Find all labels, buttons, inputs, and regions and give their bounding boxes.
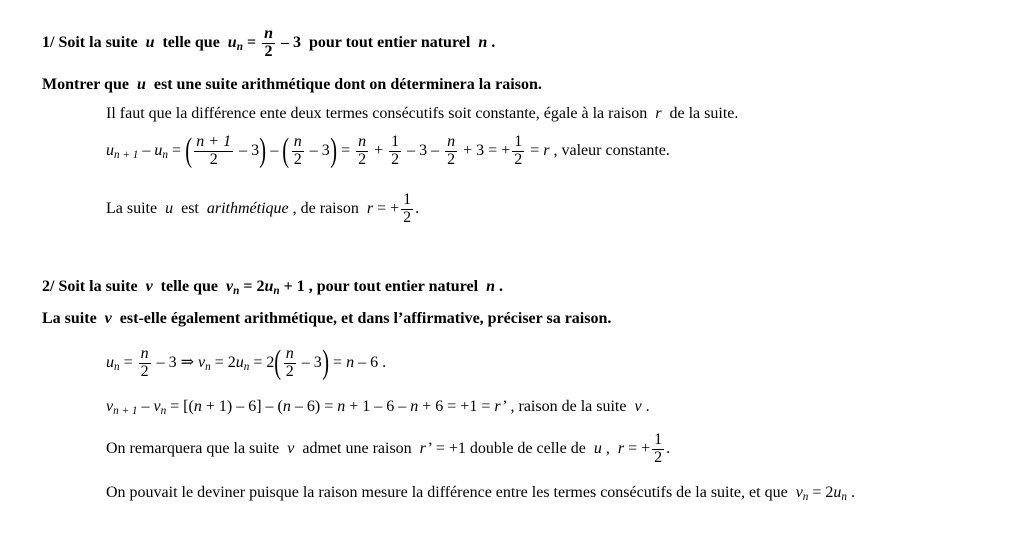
question-2-statement [42, 279, 503, 295]
calc-eq: = [167, 141, 185, 159]
c2-seq: v [634, 398, 642, 415]
c1-eq3: = 2 [249, 353, 275, 371]
c1-u2: u [235, 353, 244, 371]
concl-eq: = + [373, 199, 400, 217]
rem-r: r [617, 439, 625, 457]
q1-fraction [262, 26, 275, 61]
q1-un: u [227, 33, 237, 51]
calc-f6-den: 2 [514, 150, 523, 168]
left-paren-icon: ( [274, 344, 282, 382]
q1-var: n [478, 33, 488, 51]
q2-eq: = 2 [239, 278, 265, 295]
q1-explain-a: Il faut que la différence ente deux termes consécutifs soit constante, égale à la raison [106, 105, 648, 122]
calc-frac-1 [194, 134, 233, 169]
calc-plus: + [370, 141, 388, 159]
final-dot: . [847, 484, 856, 501]
q1-task-seq: u [136, 76, 146, 93]
rem-seq: v [287, 439, 295, 457]
calc-f2-den: 2 [293, 150, 302, 168]
c1-f1-den: 2 [140, 362, 149, 380]
q2-tq: telle que [160, 278, 218, 295]
calc-tail: , valeur constante. [549, 141, 670, 159]
q1-explain-b: de la suite. [669, 105, 739, 122]
calc-u-n-sub: n [162, 148, 168, 161]
q2-vn: v [226, 278, 234, 295]
q2-task-a: La suite [42, 310, 97, 327]
c2-v1-sub: n + 1 [113, 404, 138, 417]
rem-a: On remarquera que la suite [106, 439, 280, 457]
q1-eq: = [242, 33, 261, 51]
final-v-sub: n [802, 490, 809, 503]
rem-r2: r’ [419, 439, 432, 457]
final-eq: = 2 [808, 484, 834, 501]
rem-u: u [593, 439, 602, 457]
c1-u: u [106, 353, 114, 371]
q2-final [106, 485, 855, 501]
q2-seq: v [145, 278, 153, 295]
c1-res-a: = [329, 353, 347, 371]
concl-f-den: 2 [403, 208, 412, 226]
c2-r: r’ [494, 398, 507, 415]
c1-eq: = [119, 353, 137, 371]
left-paren-icon: ( [282, 132, 290, 170]
calc-m3b: – 3 [305, 141, 330, 159]
q2-calculation-1 [106, 346, 386, 381]
calc-f6-num: 1 [514, 133, 523, 150]
calc-frac-3 [356, 134, 368, 169]
c2-dot: . [645, 398, 650, 415]
c2-v1: v [106, 398, 114, 415]
c1-res-b: – 6 . [354, 353, 387, 371]
c1-m3b: – 3 [297, 353, 322, 371]
calc-f1-den: 2 [209, 150, 218, 168]
q2-calculation-2 [106, 399, 650, 415]
q1-frac-den: 2 [264, 42, 273, 60]
calc-m3: – 3 [235, 141, 260, 159]
calc-frac-6 [512, 134, 524, 169]
calc-u-n1: u [106, 141, 114, 159]
calc-frac-4 [389, 134, 401, 169]
c2-v2-sub: n [160, 404, 167, 417]
calc-between: – [266, 141, 283, 159]
c2-minus: – [137, 398, 154, 415]
c1-frac-2 [284, 346, 296, 381]
q2-task-seq: v [104, 310, 112, 327]
c2-body-d: + 1 – 6 – [345, 398, 411, 415]
q1-un-sub: n [236, 40, 243, 53]
calc-f4-num: 1 [391, 133, 400, 150]
c1-f1-num: n [140, 345, 149, 362]
rem-f-den: 2 [654, 448, 663, 466]
q1-frac-num: n [264, 25, 273, 42]
calc-frac-5 [445, 134, 457, 169]
concl-dot: . [415, 199, 420, 217]
final-v: v [795, 484, 803, 501]
c2-n1: n [193, 398, 202, 415]
c1-f2-den: 2 [285, 362, 294, 380]
calc-f4-den: 2 [391, 150, 400, 168]
calc-eq-r: = [526, 141, 544, 159]
q2-un-sub: n [273, 284, 280, 297]
question-1-task [42, 77, 542, 93]
c2-n3: n [337, 398, 346, 415]
q1-tq: telle que [162, 33, 220, 51]
c2-v2: v [153, 398, 161, 415]
final-u-sub: n [841, 490, 848, 503]
q2-dot: . [498, 278, 503, 295]
c1-eq2: = 2 [210, 353, 236, 371]
rem-c: = +1 double de celle de [431, 439, 586, 457]
concl-a: La suite [106, 199, 158, 217]
concl-c: , de raison [292, 199, 359, 217]
calc-f5-num: n [447, 133, 456, 150]
c2-body-f: , raison de la suite [506, 398, 627, 415]
calc-r: r [543, 141, 550, 159]
c2-body-a: = [( [166, 398, 194, 415]
question-1-statement [42, 26, 495, 61]
calc-f5-den: 2 [447, 150, 456, 168]
calc-f2-num: n [293, 133, 302, 150]
calc-minus: – [138, 141, 155, 159]
right-paren-icon: ) [330, 132, 337, 170]
calc-u-n: u [154, 141, 163, 159]
c1-res-n: n [346, 353, 355, 371]
concl-b: est [181, 199, 199, 217]
c1-frac-1 [139, 346, 151, 381]
q2-task-b: est-elle également arithmétique, et dans l’affirmative, préciser sa raison. [119, 310, 612, 327]
rem-d: , [601, 439, 610, 457]
calc-u-n1-sub: n + 1 [114, 148, 139, 161]
q1-seq: u [145, 33, 155, 51]
q1-dot: . [491, 33, 496, 51]
calc-f1-num: n + 1 [196, 133, 232, 150]
q2-un: u [264, 278, 274, 295]
q1-task-a: Montrer que [42, 76, 129, 93]
q2-var: n [486, 278, 495, 295]
c2-n4: n [410, 398, 419, 415]
c2-body-e: + 6 = +1 = [418, 398, 495, 415]
left-paren-icon: ( [185, 132, 193, 170]
concl-seq: u [165, 199, 174, 217]
q2-remark [106, 432, 670, 467]
c1-m3: – 3 ⇒ [152, 353, 199, 371]
right-paren-icon: ) [259, 132, 267, 170]
rem-frac [652, 432, 664, 467]
rem-e: = + [624, 439, 651, 457]
final-u: u [833, 484, 842, 501]
c1-v-sub: n [205, 360, 211, 373]
concl-r: r [366, 199, 374, 217]
calc-f3-num: n [358, 133, 367, 150]
q2-tail: + 1 , pour tout entier naturel [279, 278, 479, 295]
calc-m3c: – 3 – [403, 141, 444, 159]
rem-f-num: 1 [654, 431, 663, 448]
c2-body-b: + 1) – 6] – ( [201, 398, 283, 415]
question-2-task [42, 311, 611, 327]
c1-u-sub: n [114, 360, 120, 373]
q1-tail: – 3 [276, 33, 301, 51]
q1-explain-r: r [655, 105, 662, 122]
concl-frac [401, 192, 413, 227]
c1-u2-sub: n [243, 360, 250, 373]
q1-calculation [106, 134, 670, 169]
q1-conclusion [106, 192, 419, 227]
right-paren-icon: ) [321, 344, 329, 382]
rem-b: admet une raison [302, 439, 412, 457]
c2-body-c: – 6) = [290, 398, 338, 415]
calc-frac-2 [292, 134, 304, 169]
calc-eq2: = [337, 141, 355, 159]
q1-suffix: pour tout entier naturel [308, 33, 471, 51]
rem-dot: . [666, 439, 671, 457]
calc-f3-den: 2 [358, 150, 367, 168]
concl-f-num: 1 [403, 191, 412, 208]
concl-arith: arithmétique [206, 199, 289, 217]
q1-task-b: est une suite arithmétique dont on déterminera la raison. [153, 76, 542, 93]
final-a: On pouvait le deviner puisque la raison mesure la différence entre les termes consécutifs de la suite, et que [106, 484, 788, 501]
q1-explanation [106, 106, 738, 122]
calc-p3: + 3 = + [459, 141, 511, 159]
q1-prefix: 1/ Soit la suite [42, 33, 138, 51]
c1-v: v [198, 353, 206, 371]
q2-vn-sub: n [233, 284, 240, 297]
c1-f2-num: n [285, 345, 294, 362]
q2-prefix: 2/ Soit la suite [42, 278, 138, 295]
c2-n2: n [282, 398, 291, 415]
